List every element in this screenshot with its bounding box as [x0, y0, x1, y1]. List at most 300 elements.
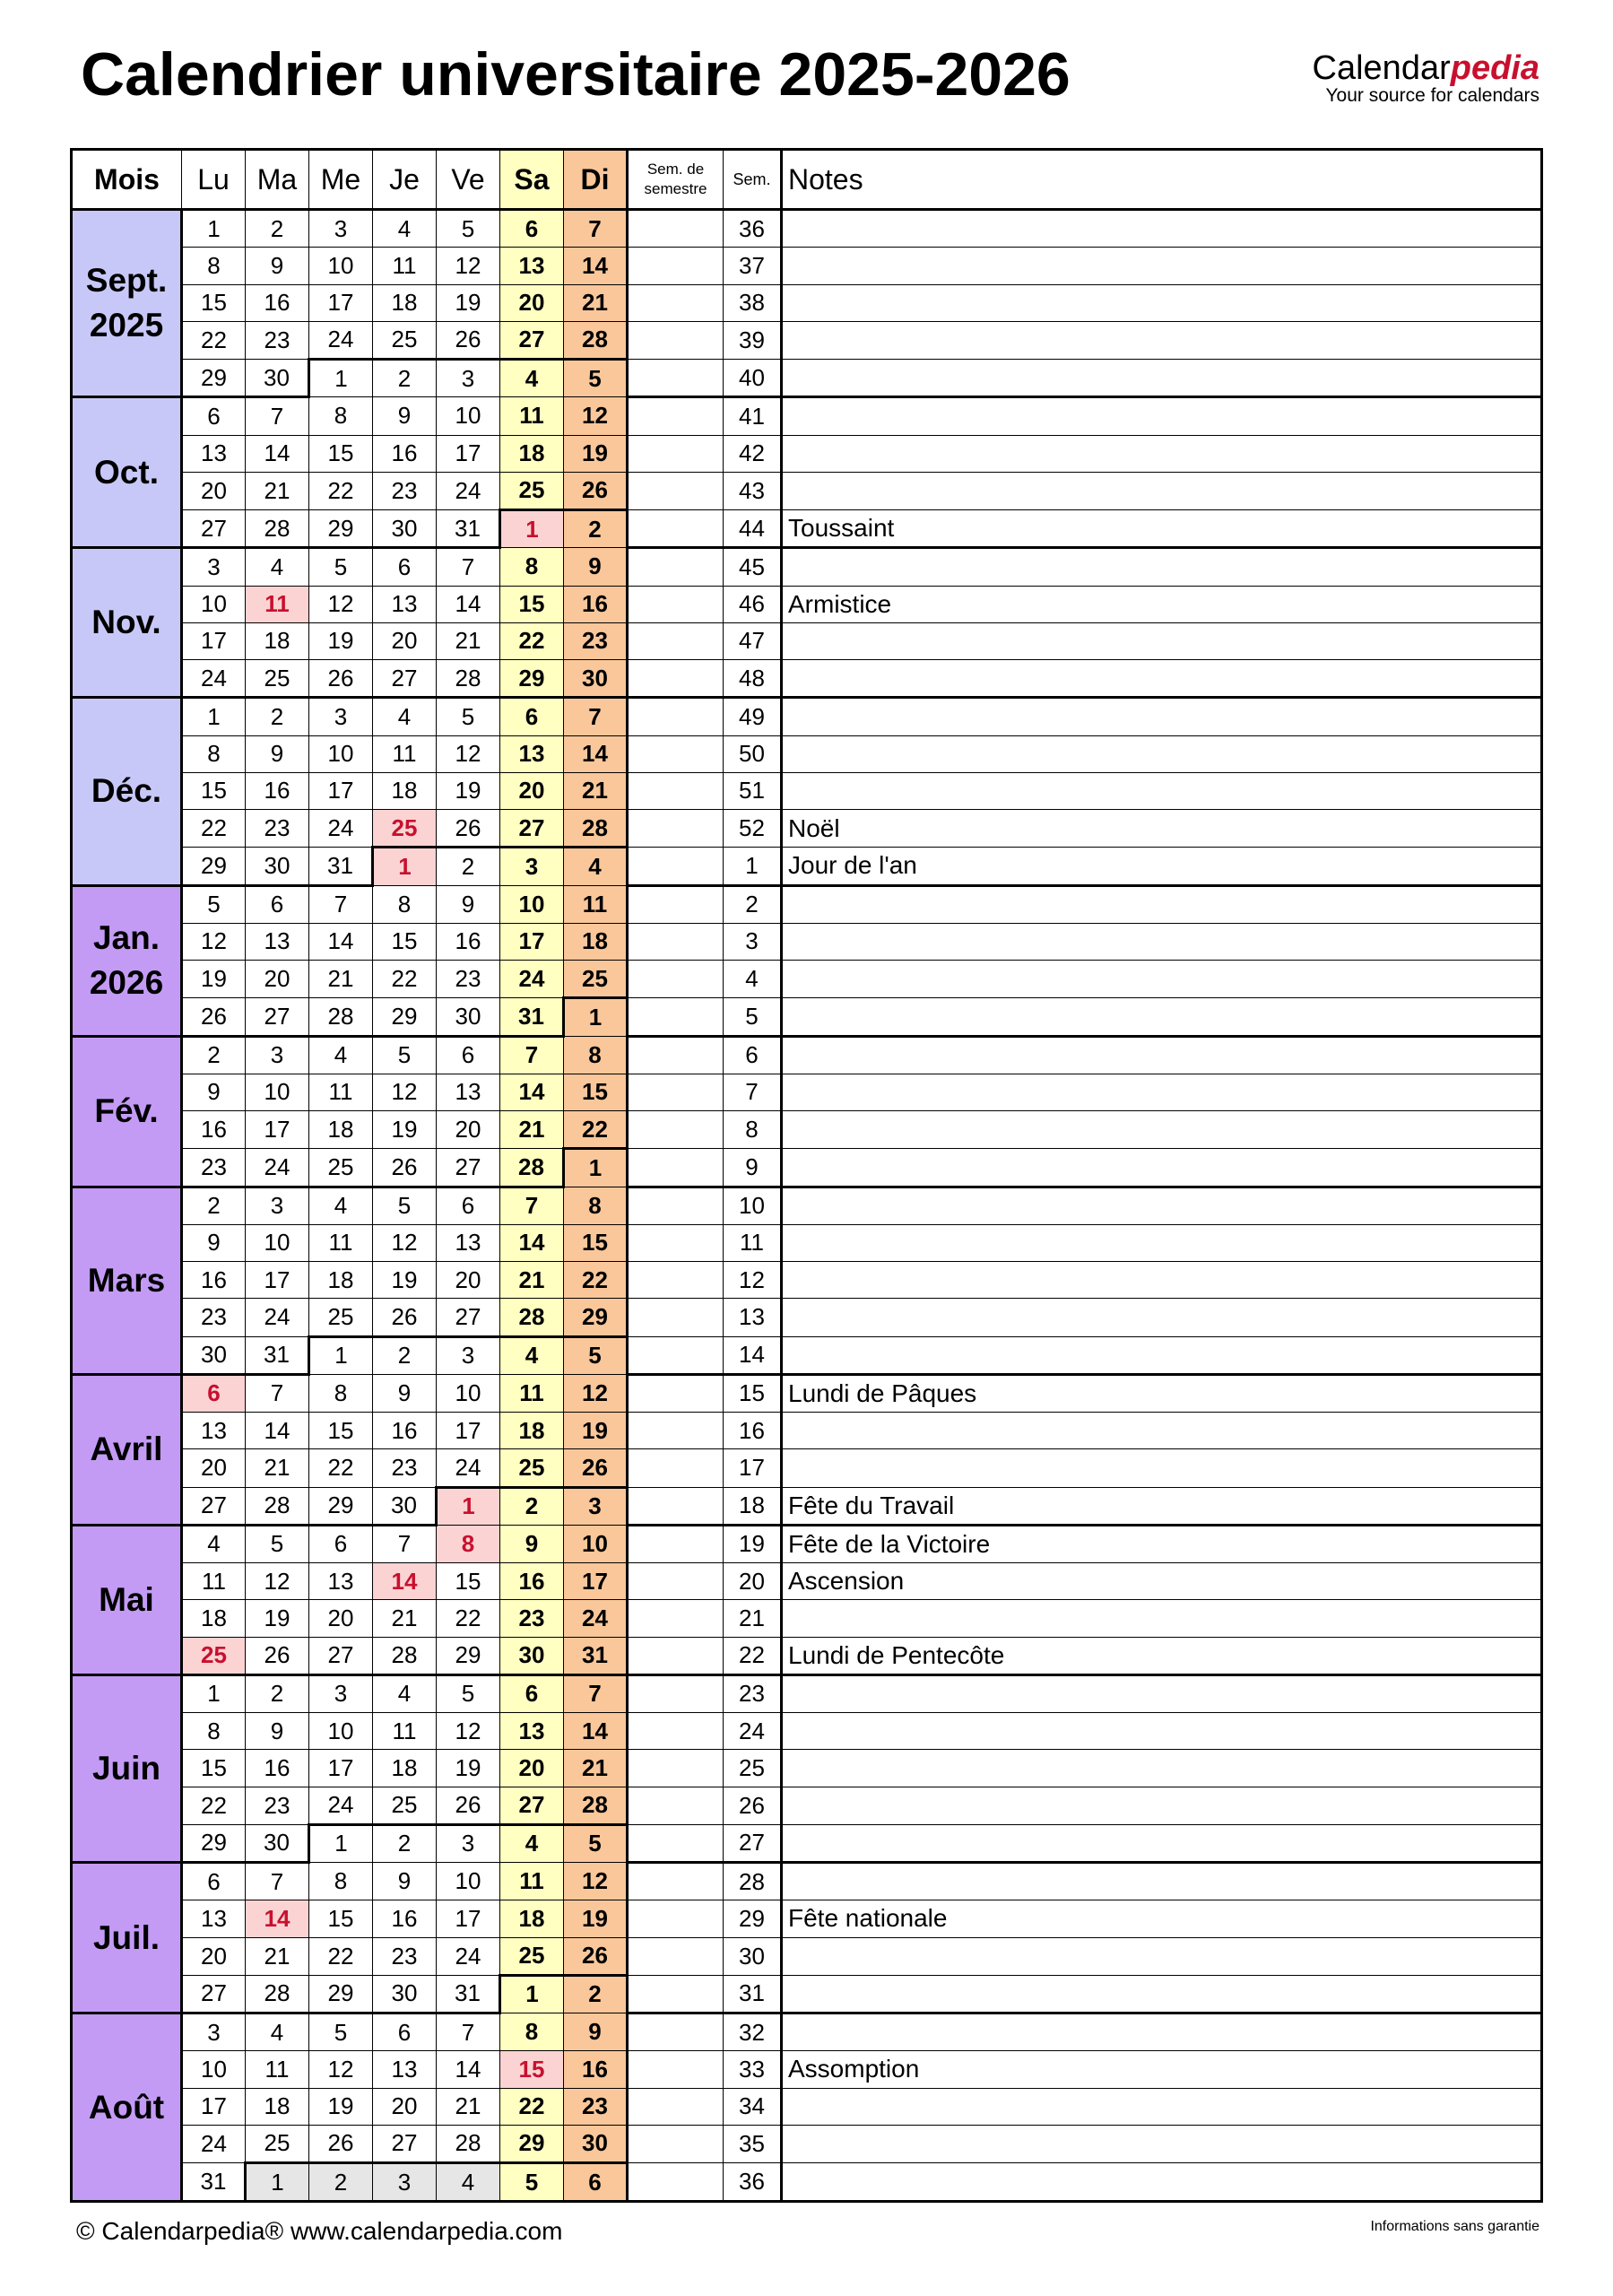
week-number: 43	[724, 472, 782, 509]
day-cell: 9	[182, 1224, 246, 1261]
day-cell: 21	[564, 284, 628, 321]
day-cell: 20	[373, 2088, 437, 2125]
note-cell	[782, 248, 1542, 284]
calendar-body	[72, 210, 1542, 2202]
day-cell: 11	[500, 1863, 564, 1900]
day-cell: 22	[182, 321, 246, 359]
day-cell: 13	[373, 2051, 437, 2088]
semester-week-cell	[628, 248, 724, 284]
day-cell: 28	[246, 510, 309, 548]
day-cell: 29	[500, 660, 564, 698]
note-cell	[782, 1413, 1542, 1449]
day-cell: 16	[246, 772, 309, 809]
day-cell: 8	[182, 735, 246, 772]
day-cell: 10	[246, 1074, 309, 1110]
month-label: Oct.	[72, 397, 182, 548]
day-cell: 28	[309, 998, 373, 1036]
table-row	[72, 810, 1542, 848]
table-row	[72, 510, 1542, 548]
day-cell: 24	[437, 1449, 500, 1487]
day-cell: 22	[309, 1449, 373, 1487]
day-cell: 30	[437, 998, 500, 1036]
day-cell: 22	[373, 961, 437, 998]
table-row	[72, 284, 1542, 321]
day-cell: 20	[246, 961, 309, 998]
table-row	[72, 1487, 1542, 1525]
week-number: 10	[724, 1187, 782, 1224]
brand-logo[interactable]	[1313, 50, 1539, 106]
week-number: 27	[724, 1824, 782, 1862]
week-number: 30	[724, 1937, 782, 1975]
day-cell: 27	[500, 810, 564, 848]
week-number: 12	[724, 1262, 782, 1299]
day-cell: 11	[564, 885, 628, 923]
day-cell: 10	[437, 1374, 500, 1412]
month-label: Août	[72, 2013, 182, 2202]
day-cell: 8	[500, 2013, 564, 2051]
semester-week-cell	[628, 1149, 724, 1187]
week-number: 42	[724, 435, 782, 472]
note-cell	[782, 1336, 1542, 1374]
semester-week-cell	[628, 885, 724, 923]
table-row	[72, 435, 1542, 472]
semester-week-cell	[628, 210, 724, 248]
day-cell: 30	[564, 660, 628, 698]
month-label: Mai	[72, 1525, 182, 1674]
day-cell: 24	[437, 1937, 500, 1975]
day-cell: 18	[309, 1262, 373, 1299]
day-cell: 9	[373, 1374, 437, 1412]
day-cell: 17	[500, 923, 564, 960]
day-cell: 26	[373, 1299, 437, 1336]
day-cell: 21	[437, 622, 500, 659]
note-cell: Fête de la Victoire	[782, 1525, 1542, 1562]
semester-week-cell	[628, 1750, 724, 1787]
day-cell: 23	[246, 1787, 309, 1824]
semester-week-cell	[628, 1787, 724, 1824]
day-cell: 18	[564, 923, 628, 960]
semester-week-cell	[628, 548, 724, 586]
day-cell: 18	[500, 1413, 564, 1449]
table-row	[72, 1449, 1542, 1487]
week-number: 18	[724, 1487, 782, 1525]
note-cell	[782, 1674, 1542, 1712]
day-cell: 25	[500, 1449, 564, 1487]
day-cell: 30	[500, 1637, 564, 1674]
day-cell: 13	[309, 1563, 373, 1600]
week-number: 44	[724, 510, 782, 548]
day-cell: 10	[309, 248, 373, 284]
day-cell: 9	[564, 2013, 628, 2051]
day-cell: 1	[564, 1149, 628, 1187]
note-cell	[782, 1262, 1542, 1299]
day-cell: 8	[500, 548, 564, 586]
day-cell: 17	[437, 435, 500, 472]
week-number: 20	[724, 1563, 782, 1600]
day-cell: 30	[246, 1824, 309, 1862]
day-cell: 13	[182, 1413, 246, 1449]
day-cell: 31	[500, 998, 564, 1036]
semester-week-cell	[628, 1374, 724, 1412]
month-label: Déc.	[72, 698, 182, 885]
day-cell: 31	[246, 1336, 309, 1374]
week-number: 24	[724, 1713, 782, 1750]
header-me: Me	[309, 150, 373, 210]
day-cell: 7	[500, 1187, 564, 1224]
week-number: 3	[724, 923, 782, 960]
month-label: Jan. 2026	[72, 885, 182, 1036]
table-row	[72, 1036, 1542, 1074]
note-cell	[782, 284, 1542, 321]
note-cell	[782, 435, 1542, 472]
week-number: 48	[724, 660, 782, 698]
week-number: 7	[724, 1074, 782, 1110]
day-cell: 18	[373, 284, 437, 321]
table-row	[72, 885, 1542, 923]
note-cell	[782, 1074, 1542, 1110]
day-cell: 17	[309, 772, 373, 809]
table-row	[72, 2051, 1542, 2088]
note-cell	[782, 1787, 1542, 1824]
day-cell: 4	[564, 848, 628, 885]
day-cell: 6	[309, 1525, 373, 1562]
day-cell: 11	[373, 248, 437, 284]
week-number: 46	[724, 586, 782, 622]
day-cell: 12	[373, 1074, 437, 1110]
note-cell: Lundi de Pentecôte	[782, 1637, 1542, 1674]
day-cell: 12	[564, 1374, 628, 1412]
note-cell: Ascension	[782, 1563, 1542, 1600]
day-cell: 2	[373, 1824, 437, 1862]
day-cell: 16	[564, 586, 628, 622]
day-cell: 10	[309, 735, 373, 772]
week-number: 50	[724, 735, 782, 772]
day-cell: 19	[373, 1111, 437, 1149]
semester-week-cell	[628, 622, 724, 659]
note-cell	[782, 1149, 1542, 1187]
day-cell: 1	[182, 698, 246, 735]
note-cell	[782, 2013, 1542, 2051]
day-cell: 24	[500, 961, 564, 998]
day-cell: 30	[246, 360, 309, 397]
week-number: 16	[724, 1413, 782, 1449]
day-cell: 14	[500, 1074, 564, 1110]
table-row	[72, 1600, 1542, 1637]
day-cell: 29	[564, 1299, 628, 1336]
day-cell: 19	[373, 1262, 437, 1299]
table-row	[72, 2163, 1542, 2202]
note-cell	[782, 698, 1542, 735]
day-cell: 1	[309, 360, 373, 397]
day-cell: 24	[564, 1600, 628, 1637]
day-cell: 10	[500, 885, 564, 923]
day-cell: 29	[309, 510, 373, 548]
day-cell: 25	[373, 1787, 437, 1824]
day-cell: 4	[373, 210, 437, 248]
day-cell: 5	[182, 885, 246, 923]
month-label: Sept. 2025	[72, 210, 182, 397]
header-notes: Notes	[782, 150, 1542, 210]
day-cell: 14	[309, 923, 373, 960]
day-cell: 12	[564, 397, 628, 435]
table-row	[72, 848, 1542, 885]
day-cell: 30	[373, 1487, 437, 1525]
day-cell: 8	[373, 885, 437, 923]
day-cell: 30	[182, 1336, 246, 1374]
day-cell: 2	[564, 510, 628, 548]
day-cell: 10	[564, 1525, 628, 1562]
note-cell	[782, 1299, 1542, 1336]
day-cell: 17	[246, 1111, 309, 1149]
day-cell: 10	[437, 1863, 500, 1900]
day-cell: 14	[564, 248, 628, 284]
day-cell: 23	[564, 2088, 628, 2125]
week-number: 35	[724, 2125, 782, 2162]
note-cell: Fête nationale	[782, 1900, 1542, 1937]
day-cell: 15	[500, 2051, 564, 2088]
day-cell: 25	[182, 1637, 246, 1674]
week-number: 40	[724, 360, 782, 397]
day-cell: 18	[182, 1600, 246, 1637]
day-cell: 11	[309, 1074, 373, 1110]
day-cell: 2	[246, 210, 309, 248]
table-row	[72, 1637, 1542, 1674]
day-cell: 5	[373, 1187, 437, 1224]
day-cell: 2	[182, 1036, 246, 1074]
day-cell: 1	[246, 2163, 309, 2202]
note-cell	[782, 1187, 1542, 1224]
week-number: 4	[724, 961, 782, 998]
day-cell: 29	[182, 1824, 246, 1862]
day-cell: 4	[309, 1036, 373, 1074]
week-number: 41	[724, 397, 782, 435]
week-number: 52	[724, 810, 782, 848]
day-cell: 13	[182, 1900, 246, 1937]
day-cell: 28	[564, 1787, 628, 1824]
day-cell: 10	[437, 397, 500, 435]
day-cell: 24	[309, 321, 373, 359]
day-cell: 16	[373, 1413, 437, 1449]
day-cell: 3	[437, 1336, 500, 1374]
day-cell: 9	[246, 248, 309, 284]
week-number: 22	[724, 1637, 782, 1674]
day-cell: 13	[437, 1074, 500, 1110]
day-cell: 10	[309, 1713, 373, 1750]
day-cell: 20	[500, 284, 564, 321]
day-cell: 14	[564, 735, 628, 772]
day-cell: 3	[373, 2163, 437, 2202]
day-cell: 15	[309, 1900, 373, 1937]
note-cell	[782, 1824, 1542, 1862]
month-label: Juin	[72, 1674, 182, 1862]
table-row	[72, 2088, 1542, 2125]
semester-week-cell	[628, 1036, 724, 1074]
semester-week-cell	[628, 2051, 724, 2088]
header-row	[72, 150, 1542, 210]
semester-week-cell	[628, 1674, 724, 1712]
note-cell	[782, 321, 1542, 359]
day-cell: 29	[309, 1975, 373, 2013]
day-cell: 4	[246, 548, 309, 586]
table-row	[72, 321, 1542, 359]
table-row	[72, 1149, 1542, 1187]
table-row	[72, 1299, 1542, 1336]
header-sem-semestre: Sem. de semestre	[628, 150, 724, 210]
day-cell: 13	[246, 923, 309, 960]
day-cell: 23	[373, 472, 437, 509]
day-cell: 2	[437, 848, 500, 885]
note-cell	[782, 622, 1542, 659]
day-cell: 12	[437, 735, 500, 772]
day-cell: 6	[500, 698, 564, 735]
table-row	[72, 735, 1542, 772]
day-cell: 26	[182, 998, 246, 1036]
table-row	[72, 210, 1542, 248]
note-cell	[782, 961, 1542, 998]
day-cell: 9	[500, 1525, 564, 1562]
week-number: 13	[724, 1299, 782, 1336]
day-cell: 14	[373, 1563, 437, 1600]
week-number: 45	[724, 548, 782, 586]
day-cell: 27	[182, 1975, 246, 2013]
week-number: 2	[724, 885, 782, 923]
header-ve: Ve	[437, 150, 500, 210]
day-cell: 21	[246, 1449, 309, 1487]
day-cell: 15	[182, 772, 246, 809]
day-cell: 20	[182, 1449, 246, 1487]
note-cell	[782, 548, 1542, 586]
day-cell: 27	[309, 1637, 373, 1674]
day-cell: 21	[437, 2088, 500, 2125]
day-cell: 17	[309, 284, 373, 321]
day-cell: 27	[437, 1149, 500, 1187]
footer-copyright[interactable]: © Calendarpedia® www.calendarpedia.com	[76, 2217, 563, 2245]
semester-week-cell	[628, 1863, 724, 1900]
semester-week-cell	[628, 1824, 724, 1862]
day-cell: 5	[437, 210, 500, 248]
day-cell: 26	[373, 1149, 437, 1187]
day-cell: 14	[437, 2051, 500, 2088]
week-number: 37	[724, 248, 782, 284]
note-cell: Jour de l'an	[782, 848, 1542, 885]
week-number: 1	[724, 848, 782, 885]
day-cell: 26	[437, 321, 500, 359]
day-cell: 22	[309, 472, 373, 509]
table-row	[72, 1750, 1542, 1787]
day-cell: 2	[500, 1487, 564, 1525]
table-row	[72, 1413, 1542, 1449]
day-cell: 8	[182, 248, 246, 284]
day-cell: 21	[500, 1262, 564, 1299]
table-row	[72, 586, 1542, 622]
day-cell: 19	[182, 961, 246, 998]
day-cell: 9	[373, 397, 437, 435]
table-row	[72, 1674, 1542, 1712]
day-cell: 4	[309, 1187, 373, 1224]
header-je: Je	[373, 150, 437, 210]
table-row	[72, 622, 1542, 659]
day-cell: 17	[246, 1262, 309, 1299]
day-cell: 11	[246, 2051, 309, 2088]
day-cell: 17	[437, 1900, 500, 1937]
day-cell: 29	[500, 2125, 564, 2162]
table-row	[72, 1074, 1542, 1110]
day-cell: 3	[246, 1187, 309, 1224]
table-row	[72, 1787, 1542, 1824]
week-number: 49	[724, 698, 782, 735]
day-cell: 16	[182, 1111, 246, 1149]
day-cell: 31	[182, 2163, 246, 2202]
day-cell: 1	[373, 848, 437, 885]
day-cell: 16	[246, 1750, 309, 1787]
day-cell: 23	[373, 1937, 437, 1975]
week-number: 29	[724, 1900, 782, 1937]
day-cell: 31	[564, 1637, 628, 1674]
day-cell: 8	[309, 1374, 373, 1412]
day-cell: 3	[182, 548, 246, 586]
day-cell: 15	[437, 1563, 500, 1600]
day-cell: 14	[246, 1413, 309, 1449]
day-cell: 26	[564, 1449, 628, 1487]
day-cell: 23	[246, 321, 309, 359]
day-cell: 21	[246, 1937, 309, 1975]
day-cell: 17	[309, 1750, 373, 1787]
day-cell: 13	[373, 586, 437, 622]
day-cell: 9	[564, 548, 628, 586]
day-cell: 11	[500, 397, 564, 435]
day-cell: 7	[437, 2013, 500, 2051]
day-cell: 9	[246, 1713, 309, 1750]
week-number: 36	[724, 210, 782, 248]
day-cell: 25	[246, 2125, 309, 2162]
day-cell: 23	[373, 1449, 437, 1487]
day-cell: 1	[500, 510, 564, 548]
day-cell: 3	[309, 210, 373, 248]
day-cell: 7	[564, 1674, 628, 1712]
note-cell	[782, 1937, 1542, 1975]
semester-week-cell	[628, 848, 724, 885]
semester-week-cell	[628, 1525, 724, 1562]
day-cell: 20	[182, 1937, 246, 1975]
day-cell: 4	[373, 1674, 437, 1712]
day-cell: 21	[564, 1750, 628, 1787]
week-number: 28	[724, 1863, 782, 1900]
table-row	[72, 1262, 1542, 1299]
day-cell: 20	[182, 472, 246, 509]
day-cell: 18	[500, 435, 564, 472]
day-cell: 21	[246, 472, 309, 509]
table-row	[72, 698, 1542, 735]
day-cell: 3	[500, 848, 564, 885]
day-cell: 30	[373, 510, 437, 548]
day-cell: 18	[246, 2088, 309, 2125]
day-cell: 12	[437, 248, 500, 284]
note-cell	[782, 772, 1542, 809]
day-cell: 29	[309, 1487, 373, 1525]
day-cell: 13	[437, 1224, 500, 1261]
day-cell: 19	[564, 1900, 628, 1937]
day-cell: 20	[437, 1111, 500, 1149]
day-cell: 28	[437, 660, 500, 698]
semester-week-cell	[628, 510, 724, 548]
day-cell: 23	[182, 1299, 246, 1336]
day-cell: 4	[500, 360, 564, 397]
day-cell: 2	[309, 2163, 373, 2202]
week-number: 21	[724, 1600, 782, 1637]
day-cell: 26	[309, 2125, 373, 2162]
table-row	[72, 360, 1542, 397]
table-row	[72, 1900, 1542, 1937]
